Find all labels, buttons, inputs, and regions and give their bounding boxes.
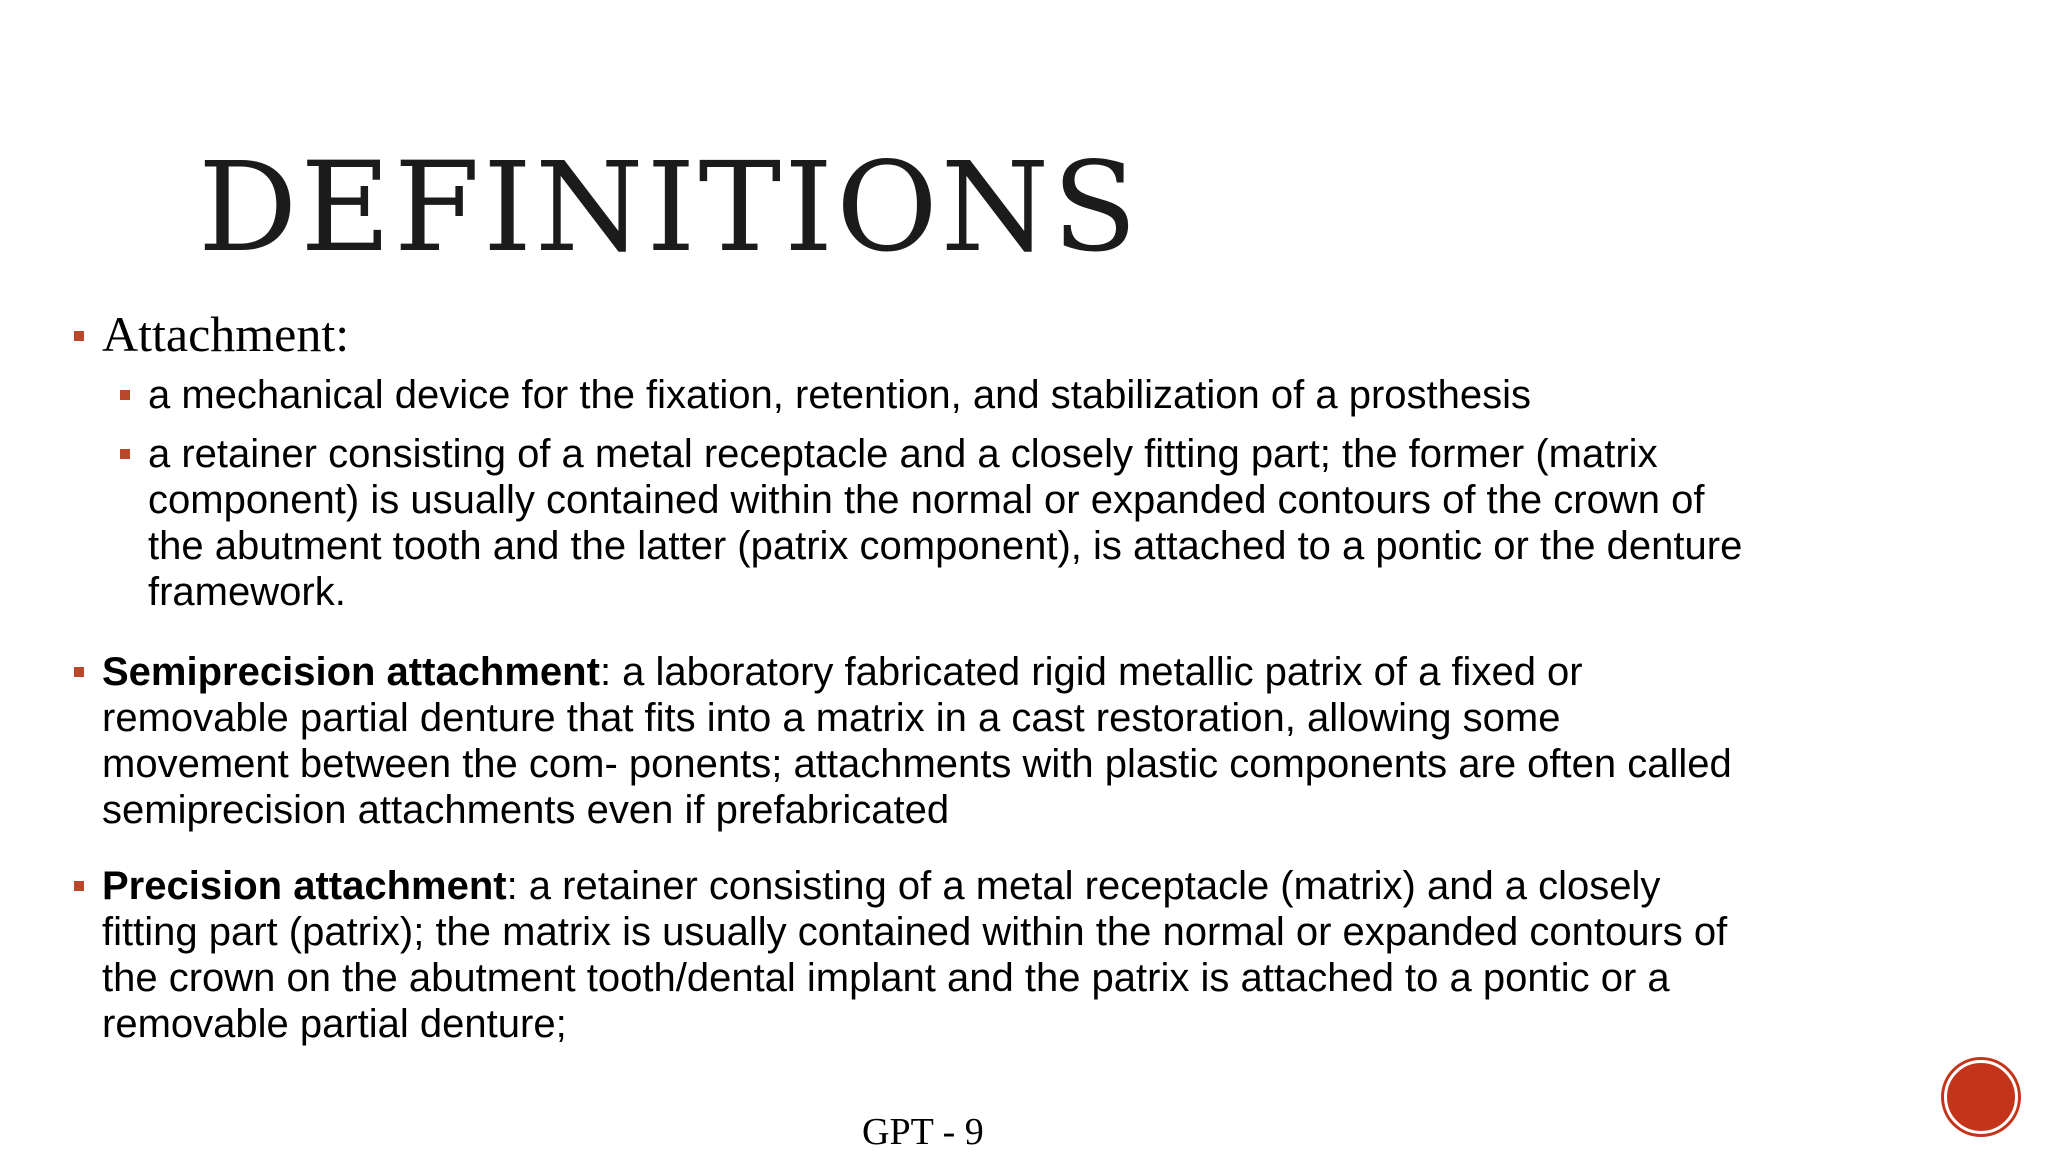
footer-source: GPT - 9 [862, 1111, 984, 1153]
precision-term: Precision attachment [102, 864, 507, 908]
bullet-marker [120, 449, 130, 459]
bullet-marker [120, 390, 130, 400]
semiprecision-definition [102, 649, 1732, 833]
precision-text: : a retainer consisting of a metal receptacle (matrix) and a closely fitting part (patrix); the matrix is usually contained within the normal or expanded contours of the crown on the abutment tooth/dental implant and the patrix is attached to a pontic or a removable partial denture; [102, 864, 1728, 1046]
precision-definition [102, 863, 1727, 1047]
accent-circle-icon [1944, 1060, 2018, 1134]
slide-title: DEFINITIONS [198, 136, 1141, 280]
semiprecision-term: Semiprecision attachment [102, 650, 600, 694]
bullet-marker [74, 667, 84, 677]
attachment-definition-1: a mechanical device for the fixation, retention, and stabilization of a prosthesis [148, 373, 1532, 417]
bullet-marker [74, 881, 84, 891]
semiprecision-text: : a laboratory fabricated rigid metallic patrix of a fixed or removable partial denture that fits into a matrix in a cast restoration, allowing some movement between the com- ponents; attachments with plastic components are often called semiprecision attachments even if prefabricated [102, 650, 1732, 832]
bullet-marker [74, 331, 84, 341]
attachment-definition-2: a retainer consisting of a metal receptacle and a closely fitting part; the former (matrix component) is usually contained within the normal or expanded contours of the crown of the abutment tooth and the latter (patrix component), is attached to a pontic or the denture framework. [148, 432, 1743, 614]
attachment-term: Attachment: [102, 306, 350, 362]
